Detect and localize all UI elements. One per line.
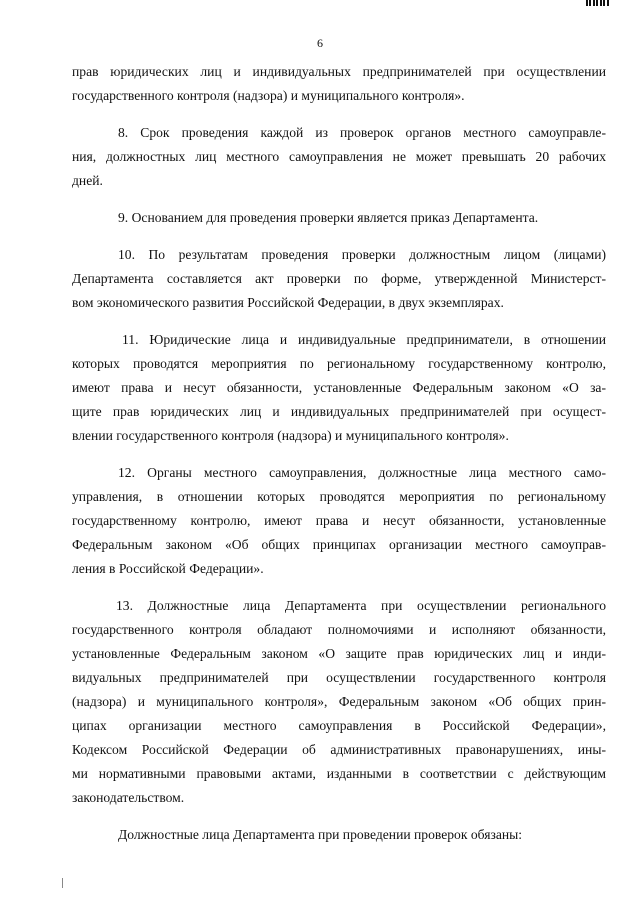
text-line: Федеральным законом «Об общих принципах организации местного самоуправ- [72, 537, 606, 552]
text-line: дней. [72, 173, 103, 188]
text-line: Департамента составляется акт проверки по форме, утвержденной Министерст- [72, 271, 606, 286]
text-line: законодательством. [72, 790, 185, 805]
text-line: управления, в отношении которых проводятся мероприятия по региональному [72, 489, 606, 504]
text-line: (надзора) и муниципального контроля», Федеральным законом «Об общих прин- [72, 694, 606, 709]
paragraph-13-line: 13. Должностные лица Департамента при осуществлении регионального [116, 598, 606, 613]
paragraph-11-line: 11. Юридические лица и индивидуальные предприниматели, в отношении [122, 332, 606, 347]
paragraph-12-line: 12. Органы местного самоуправления, должностные лица местного само- [118, 465, 606, 480]
text-line: вом экономического развития Российской Федерации, в двух экземплярах. [72, 295, 504, 310]
text-line: государственному контролю, имеют права и несут обязанности, установленные [72, 513, 606, 528]
text-line: видуальных предпринимателей при осуществлении государственного контроля [72, 670, 606, 685]
text-line: ния, должностных лиц местного самоуправления не может превышать 20 рабочих [72, 149, 606, 164]
text-line: ления в Российской Федерации». [72, 561, 264, 576]
text-line: щите прав юридических лиц и индивидуальных предпринимателей при осущест- [72, 404, 606, 419]
text-line: влении государственного контроля (надзора) и муниципального контроля». [72, 428, 509, 443]
text-line: имеют права и несут обязанности, установленные Федеральным законом «О за- [72, 380, 606, 395]
page-number: 6 [317, 36, 323, 50]
paragraph-8-line: 8. Срок проведения каждой из проверок органов местного самоуправле- [118, 125, 606, 140]
scan-barcode-mark [586, 0, 610, 6]
text-line: установленные Федеральным законом «О защите прав юридических лиц и инди- [72, 646, 606, 661]
text-line: прав юридических лиц и индивидуальных предпринимателей при осуществлении [72, 64, 606, 79]
paragraph-9-line: 9. Основанием для проведения проверки является приказ Департамента. [118, 210, 539, 225]
duties-intro-line: Должностные лица Департамента при проведении проверок обязаны: [118, 827, 523, 842]
text-line: ми нормативными правовыми актами, изданными в соответствии с действующим [72, 766, 606, 781]
text-line: Кодексом Российской Федерации об административных правонарушениях, ины- [72, 742, 606, 757]
scan-artifact-mark [62, 878, 63, 888]
text-line: государственного контроля обладают полномочиями и исполняют обязанности, [72, 622, 606, 637]
text-line: ципах организации местного самоуправления в Российской Федерации», [72, 718, 606, 733]
paragraph-10-line: 10. По результатам проведения проверки должностным лицом (лицами) [118, 247, 606, 262]
document-body [72, 60, 606, 847]
text-line: государственного контроля (надзора) и муниципального контроля». [72, 88, 465, 103]
text-line: которых проводятся мероприятия по региональному государственному контролю, [72, 356, 606, 371]
